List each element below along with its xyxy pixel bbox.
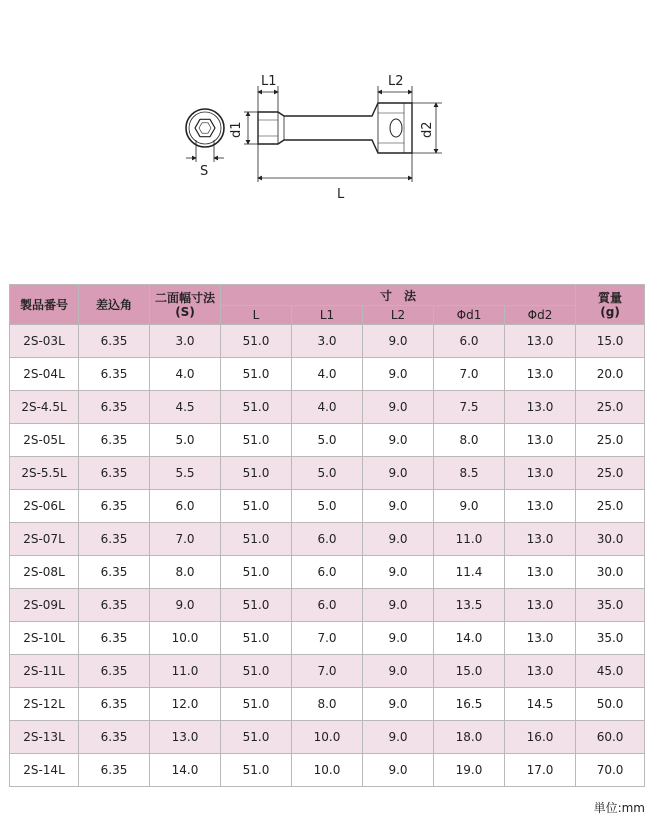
table-cell: 6.0 xyxy=(150,490,221,523)
table-cell: 9.0 xyxy=(150,589,221,622)
socket-side-view xyxy=(258,103,412,153)
label-l: L xyxy=(337,187,345,202)
table-cell: 2S-11L xyxy=(10,655,79,688)
table-cell: 51.0 xyxy=(221,523,292,556)
table-cell: 6.35 xyxy=(79,721,150,754)
table-cell: 8.5 xyxy=(434,457,505,490)
table-cell: 6.35 xyxy=(79,457,150,490)
table-row xyxy=(10,754,645,787)
table-cell: 2S-4.5L xyxy=(10,391,79,424)
table-cell: 9.0 xyxy=(363,424,434,457)
table-cell: 51.0 xyxy=(221,391,292,424)
table-cell: 6.35 xyxy=(79,622,150,655)
table-row xyxy=(10,490,645,523)
table-cell: 10.0 xyxy=(292,721,363,754)
table-row xyxy=(10,457,645,490)
table-cell: 6.35 xyxy=(79,754,150,787)
table-cell: 13.0 xyxy=(505,523,576,556)
table-cell: 5.5 xyxy=(150,457,221,490)
table-cell: 2S-07L xyxy=(10,523,79,556)
table-cell: 45.0 xyxy=(576,655,645,688)
table-cell: 2S-09L xyxy=(10,589,79,622)
table-cell: 51.0 xyxy=(221,688,292,721)
table-cell: 60.0 xyxy=(576,721,645,754)
table-cell: 6.0 xyxy=(434,325,505,358)
label-d1: d1 xyxy=(229,121,244,138)
table-cell: 51.0 xyxy=(221,655,292,688)
table-cell: 10.0 xyxy=(292,754,363,787)
table-cell: 25.0 xyxy=(576,424,645,457)
table-cell: 19.0 xyxy=(434,754,505,787)
table-cell: 2S-05L xyxy=(10,424,79,457)
table-cell: 11.0 xyxy=(434,523,505,556)
table-cell: 9.0 xyxy=(434,490,505,523)
table-cell: 35.0 xyxy=(576,622,645,655)
table-cell: 15.0 xyxy=(576,325,645,358)
table-cell: 9.0 xyxy=(363,457,434,490)
table-cell: 13.0 xyxy=(505,490,576,523)
header-dimensions: 寸 法 xyxy=(221,285,576,306)
header-weight-label: 質量 xyxy=(598,290,623,305)
table-cell: 9.0 xyxy=(363,721,434,754)
table-cell: 4.0 xyxy=(292,358,363,391)
table-cell: 9.0 xyxy=(363,556,434,589)
table-cell: 6.35 xyxy=(79,523,150,556)
header-weight xyxy=(576,285,645,325)
table-cell: 5.0 xyxy=(292,424,363,457)
table-row xyxy=(10,424,645,457)
table-cell: 35.0 xyxy=(576,589,645,622)
spec-table-body xyxy=(10,325,645,787)
table-row xyxy=(10,589,645,622)
table-cell: 5.0 xyxy=(292,457,363,490)
table-cell: 6.35 xyxy=(79,589,150,622)
table-cell: 2S-03L xyxy=(10,325,79,358)
table-cell: 18.0 xyxy=(434,721,505,754)
table-cell: 51.0 xyxy=(221,490,292,523)
table-cell: 25.0 xyxy=(576,391,645,424)
table-cell: 10.0 xyxy=(150,622,221,655)
table-cell: 9.0 xyxy=(363,655,434,688)
header-width-across-flats xyxy=(150,285,221,325)
subheader-l1: L1 xyxy=(292,306,363,325)
table-row xyxy=(10,622,645,655)
table-cell: 6.35 xyxy=(79,556,150,589)
table-cell: 4.5 xyxy=(150,391,221,424)
table-cell: 51.0 xyxy=(221,556,292,589)
unit-note: 単位:mm xyxy=(593,801,645,815)
table-row xyxy=(10,523,645,556)
table-cell: 25.0 xyxy=(576,457,645,490)
table-cell: 7.0 xyxy=(292,655,363,688)
table-cell: 51.0 xyxy=(221,358,292,391)
header-drive: 差込角 xyxy=(79,285,150,325)
table-cell: 13.0 xyxy=(505,457,576,490)
table-cell: 17.0 xyxy=(505,754,576,787)
table-cell: 6.0 xyxy=(292,589,363,622)
table-cell: 2S-5.5L xyxy=(10,457,79,490)
table-cell: 8.0 xyxy=(150,556,221,589)
header-product-no: 製品番号 xyxy=(10,285,79,325)
dimension-s xyxy=(186,140,224,162)
table-cell: 7.5 xyxy=(434,391,505,424)
table-cell: 50.0 xyxy=(576,688,645,721)
table-cell: 14.5 xyxy=(505,688,576,721)
table-cell: 8.0 xyxy=(292,688,363,721)
label-l2: L2 xyxy=(388,74,404,89)
table-cell: 2S-14L xyxy=(10,754,79,787)
table-cell: 13.0 xyxy=(505,358,576,391)
table-cell: 13.5 xyxy=(434,589,505,622)
socket-diagram xyxy=(0,0,650,230)
socket-end-view xyxy=(186,109,224,147)
table-cell: 9.0 xyxy=(363,490,434,523)
table-cell: 6.35 xyxy=(79,490,150,523)
table-cell: 4.0 xyxy=(150,358,221,391)
table-cell: 6.35 xyxy=(79,358,150,391)
table-cell: 9.0 xyxy=(363,688,434,721)
table-cell: 13.0 xyxy=(505,655,576,688)
table-cell: 3.0 xyxy=(292,325,363,358)
table-row xyxy=(10,325,645,358)
label-s: S xyxy=(200,164,209,179)
label-d2: d2 xyxy=(420,121,435,138)
dimension-l1 xyxy=(258,86,278,112)
table-cell: 9.0 xyxy=(363,622,434,655)
table-cell: 14.0 xyxy=(434,622,505,655)
table-cell: 13.0 xyxy=(150,721,221,754)
table-cell: 9.0 xyxy=(363,325,434,358)
table-cell: 5.0 xyxy=(150,424,221,457)
table-cell: 5.0 xyxy=(292,490,363,523)
table-row xyxy=(10,556,645,589)
table-cell: 51.0 xyxy=(221,589,292,622)
subheader-d1: Φd1 xyxy=(434,306,505,325)
table-cell: 13.0 xyxy=(505,325,576,358)
table-cell: 9.0 xyxy=(363,358,434,391)
spec-table xyxy=(9,284,645,787)
dimension-d1 xyxy=(244,112,258,144)
table-cell: 51.0 xyxy=(221,721,292,754)
table-cell: 9.0 xyxy=(363,391,434,424)
header-weight-unit: (g) xyxy=(600,304,620,319)
table-cell: 16.0 xyxy=(505,721,576,754)
table-cell: 4.0 xyxy=(292,391,363,424)
table-cell: 13.0 xyxy=(505,556,576,589)
table-cell: 2S-08L xyxy=(10,556,79,589)
table-cell: 3.0 xyxy=(150,325,221,358)
table-cell: 2S-10L xyxy=(10,622,79,655)
table-cell: 70.0 xyxy=(576,754,645,787)
table-cell: 51.0 xyxy=(221,325,292,358)
table-cell: 6.35 xyxy=(79,391,150,424)
table-cell: 2S-06L xyxy=(10,490,79,523)
table-cell: 7.0 xyxy=(292,622,363,655)
table-row xyxy=(10,655,645,688)
table-cell: 16.5 xyxy=(434,688,505,721)
table-cell: 13.0 xyxy=(505,391,576,424)
table-cell: 14.0 xyxy=(150,754,221,787)
table-cell: 2S-13L xyxy=(10,721,79,754)
table-row xyxy=(10,688,645,721)
header-width-unit: (S) xyxy=(175,304,195,319)
table-cell: 9.0 xyxy=(363,754,434,787)
table-cell: 8.0 xyxy=(434,424,505,457)
table-cell: 51.0 xyxy=(221,424,292,457)
table-cell: 30.0 xyxy=(576,523,645,556)
label-l1: L1 xyxy=(261,74,277,89)
table-cell: 51.0 xyxy=(221,754,292,787)
table-cell: 13.0 xyxy=(505,622,576,655)
table-cell: 25.0 xyxy=(576,490,645,523)
table-cell: 6.35 xyxy=(79,688,150,721)
table-cell: 7.0 xyxy=(150,523,221,556)
table-cell: 7.0 xyxy=(434,358,505,391)
table-cell: 6.0 xyxy=(292,523,363,556)
table-cell: 30.0 xyxy=(576,556,645,589)
table-cell: 6.0 xyxy=(292,556,363,589)
table-cell: 11.0 xyxy=(150,655,221,688)
header-width-label: 二面幅寸法 xyxy=(154,290,215,305)
table-cell: 13.0 xyxy=(505,424,576,457)
table-cell: 15.0 xyxy=(434,655,505,688)
table-cell: 51.0 xyxy=(221,622,292,655)
table-cell: 9.0 xyxy=(363,589,434,622)
table-cell: 20.0 xyxy=(576,358,645,391)
table-row xyxy=(10,358,645,391)
table-cell: 11.4 xyxy=(434,556,505,589)
table-cell: 6.35 xyxy=(79,424,150,457)
table-cell: 12.0 xyxy=(150,688,221,721)
table-cell: 6.35 xyxy=(79,655,150,688)
table-cell: 9.0 xyxy=(363,523,434,556)
subheader-d2: Φd2 xyxy=(505,306,576,325)
table-cell: 2S-04L xyxy=(10,358,79,391)
table-cell: 51.0 xyxy=(221,457,292,490)
table-cell: 6.35 xyxy=(79,325,150,358)
subheader-l2: L2 xyxy=(363,306,434,325)
subheader-l: L xyxy=(221,306,292,325)
table-row xyxy=(10,391,645,424)
table-cell: 13.0 xyxy=(505,589,576,622)
table-cell: 2S-12L xyxy=(10,688,79,721)
table-row xyxy=(10,721,645,754)
